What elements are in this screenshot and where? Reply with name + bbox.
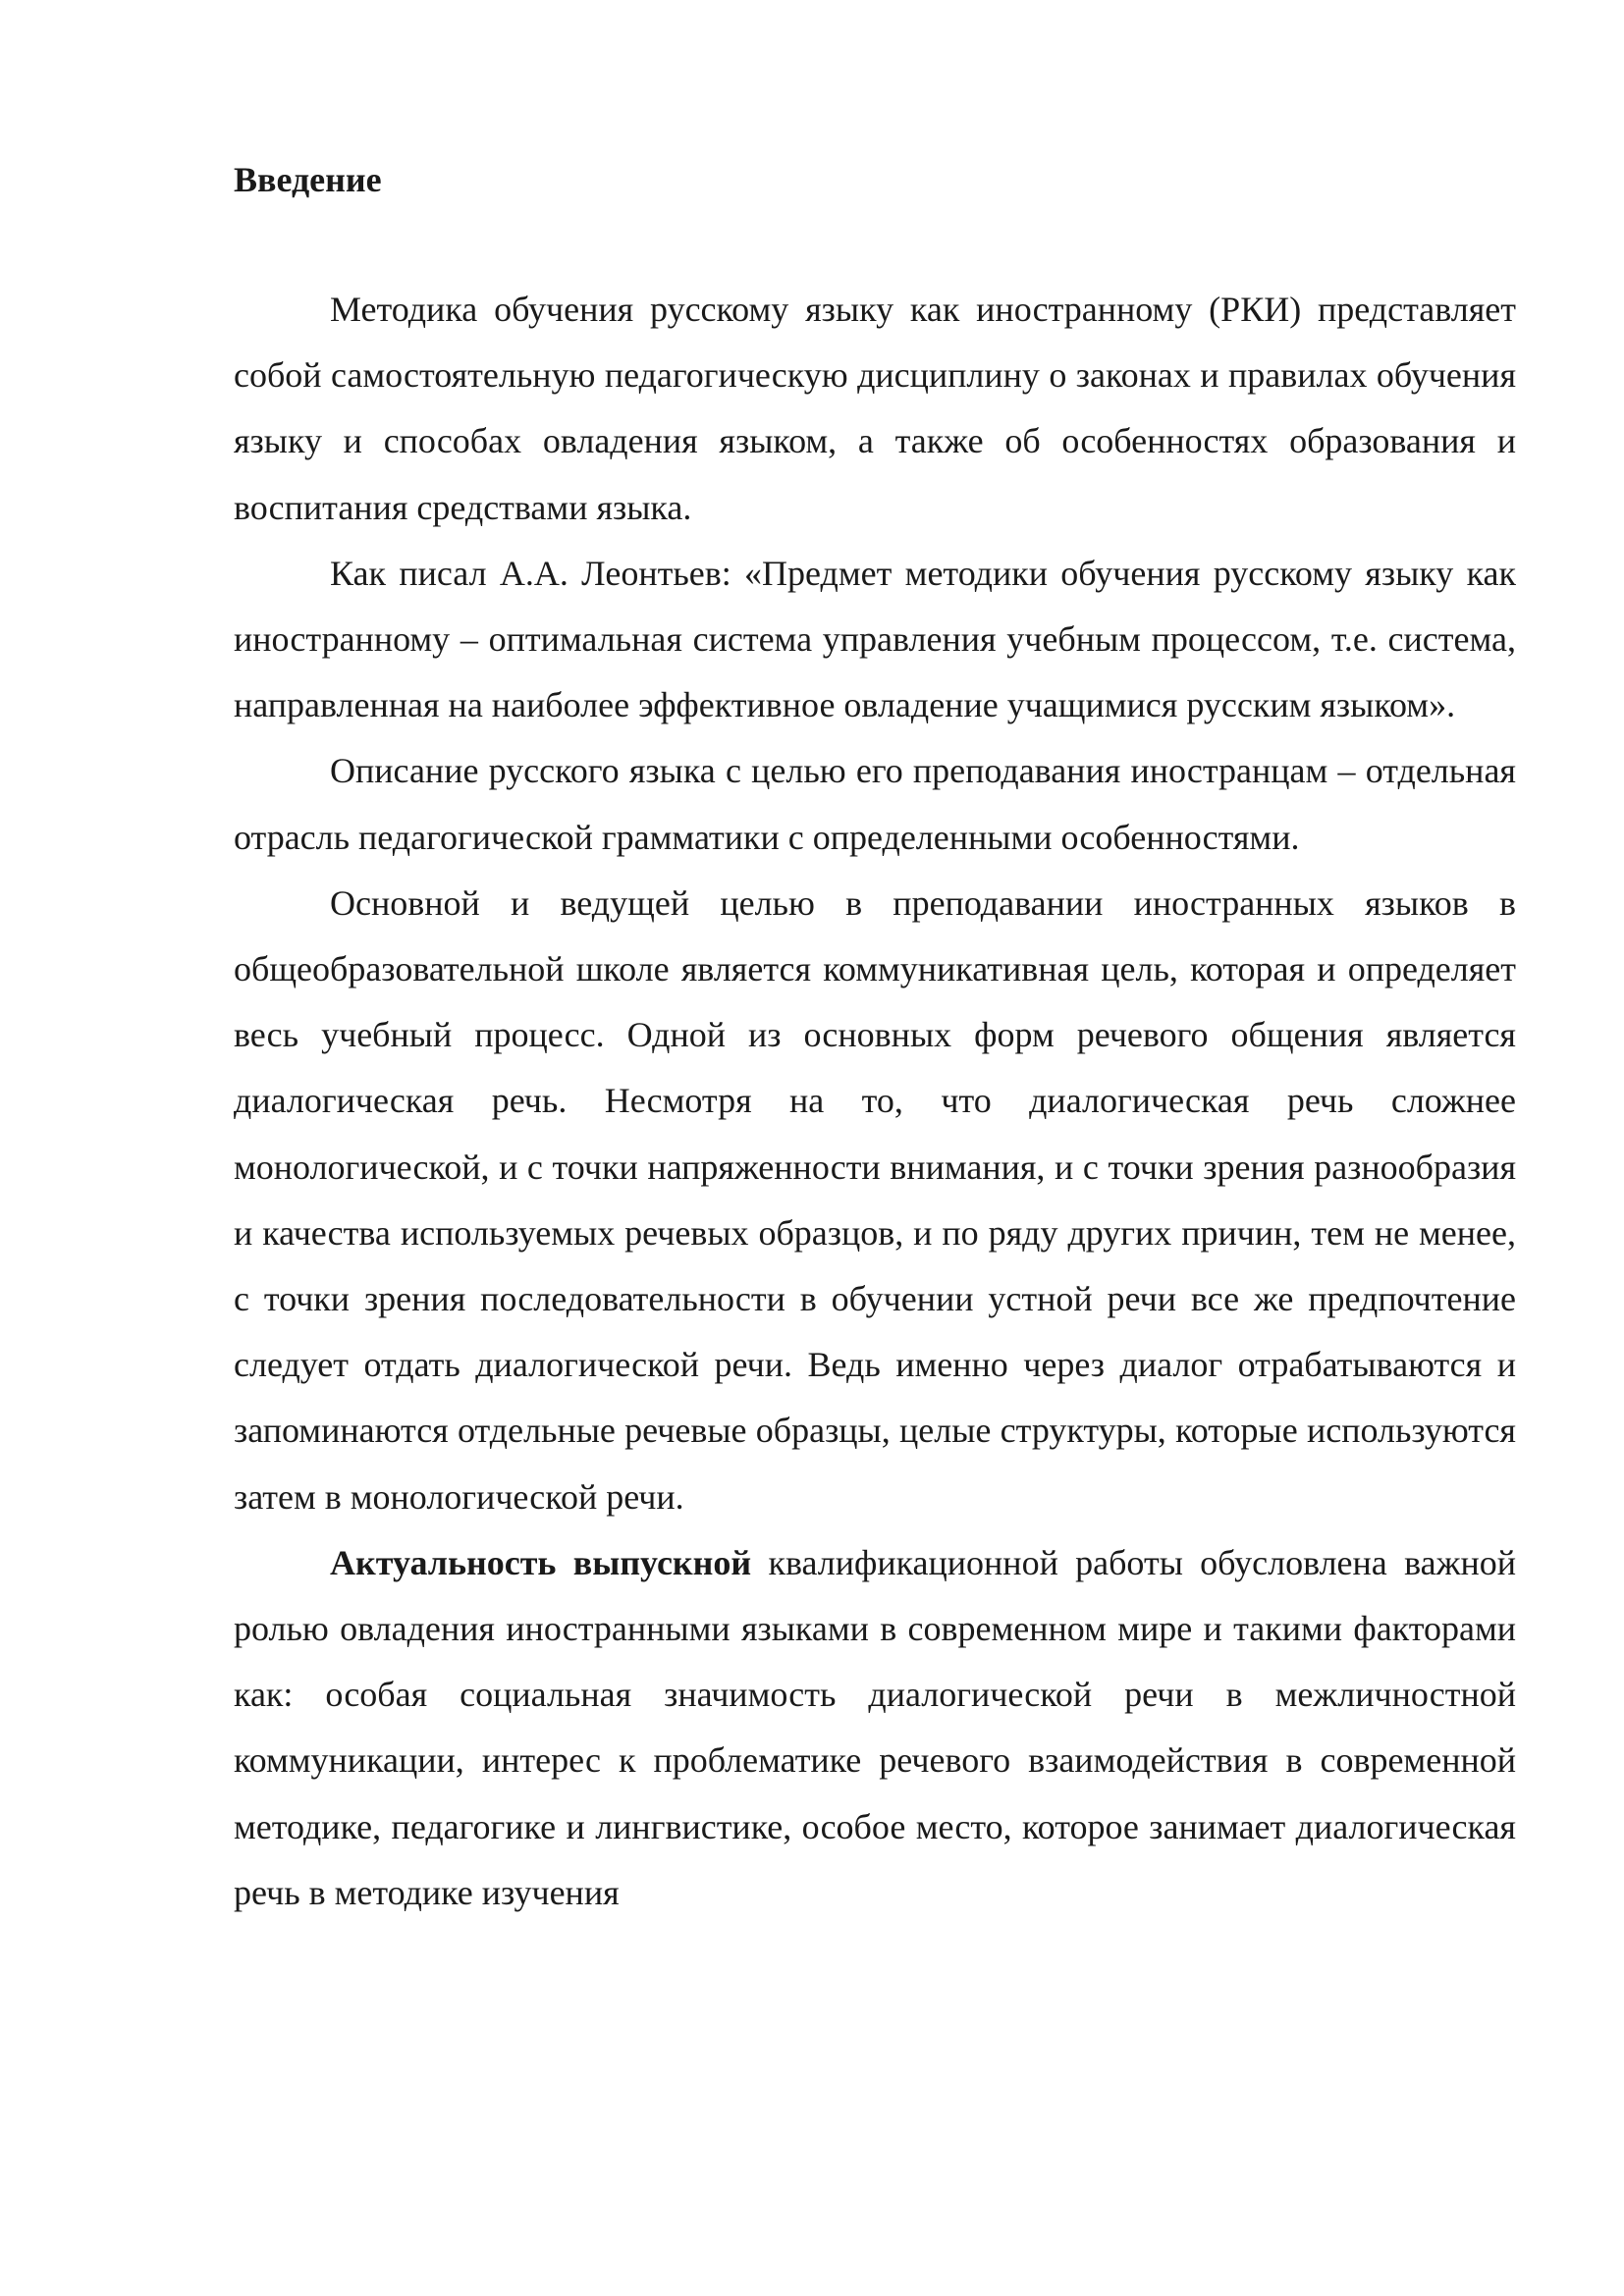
paragraph-text: Описание русского языка с целью его преподавания иностранцам – отдельная отрасль педагогической грамматики с определенными особенностями. [234, 751, 1516, 857]
heading-spacer [234, 212, 1516, 277]
paragraph-rki-definition [234, 277, 1516, 541]
relevance-bold-lead: Актуальность выпускной [330, 1542, 752, 1582]
paragraph-communicative-goal [234, 871, 1516, 1530]
paragraph-text: Как писал А.А. Леонтьев: «Предмет методики обучения русскому языку как иностранному – оптимальная система управления учебным процессом, т.е. система, направленная на наиболее эффективное овладение учащимися русским языком». [234, 553, 1516, 725]
paragraph-relevance [234, 1530, 1516, 1926]
section-heading: Введение [234, 160, 382, 199]
paragraph-text: квалификационной работы обусловлена важной ролью овладения иностранными языками в современном мире и такими факторами как: особая социальная значимость диалогической речи в межличностной коммуникации, интерес к проблематике речевого взаимодействия в современной методике, педагогике и лингвистике, особое место, которое занимает диалогическая речь в методике изучения [234, 1542, 1516, 1912]
document-body [234, 147, 1516, 1926]
paragraph-grammar-description [234, 738, 1516, 870]
paragraph-leontiev-quote [234, 541, 1516, 739]
paragraph-text: Методика обучения русскому языку как иностранному (РКИ) представляет собой самостоятельную педагогическую дисциплину о законах и правилах обучения языку и способах овладения языком, а также об особенностях образования и воспитания средствами языка. [234, 290, 1516, 527]
paragraph-text: Основной и ведущей целью в преподавании иностранных языков в общеобразовательной школе является коммуникативная цель, которая и определяет весь учебный процесс. Одной из основных форм речевого общения является диалогическая речь. Несмотря на то, что диалогическая речь сложнее монологической, и с точки напряженности внимания, и с точки зрения разнообразия и качества используемых речевых образцов, и по ряду других причин, тем не менее, с точки зрения последовательности в обучении устной речи все же предпочтение следует отдать диалогической речи. Ведь именно через диалог отрабатываются и запоминаются отдельные речевые образцы, целые структуры, которые используются затем в монологической речи. [234, 882, 1516, 1517]
